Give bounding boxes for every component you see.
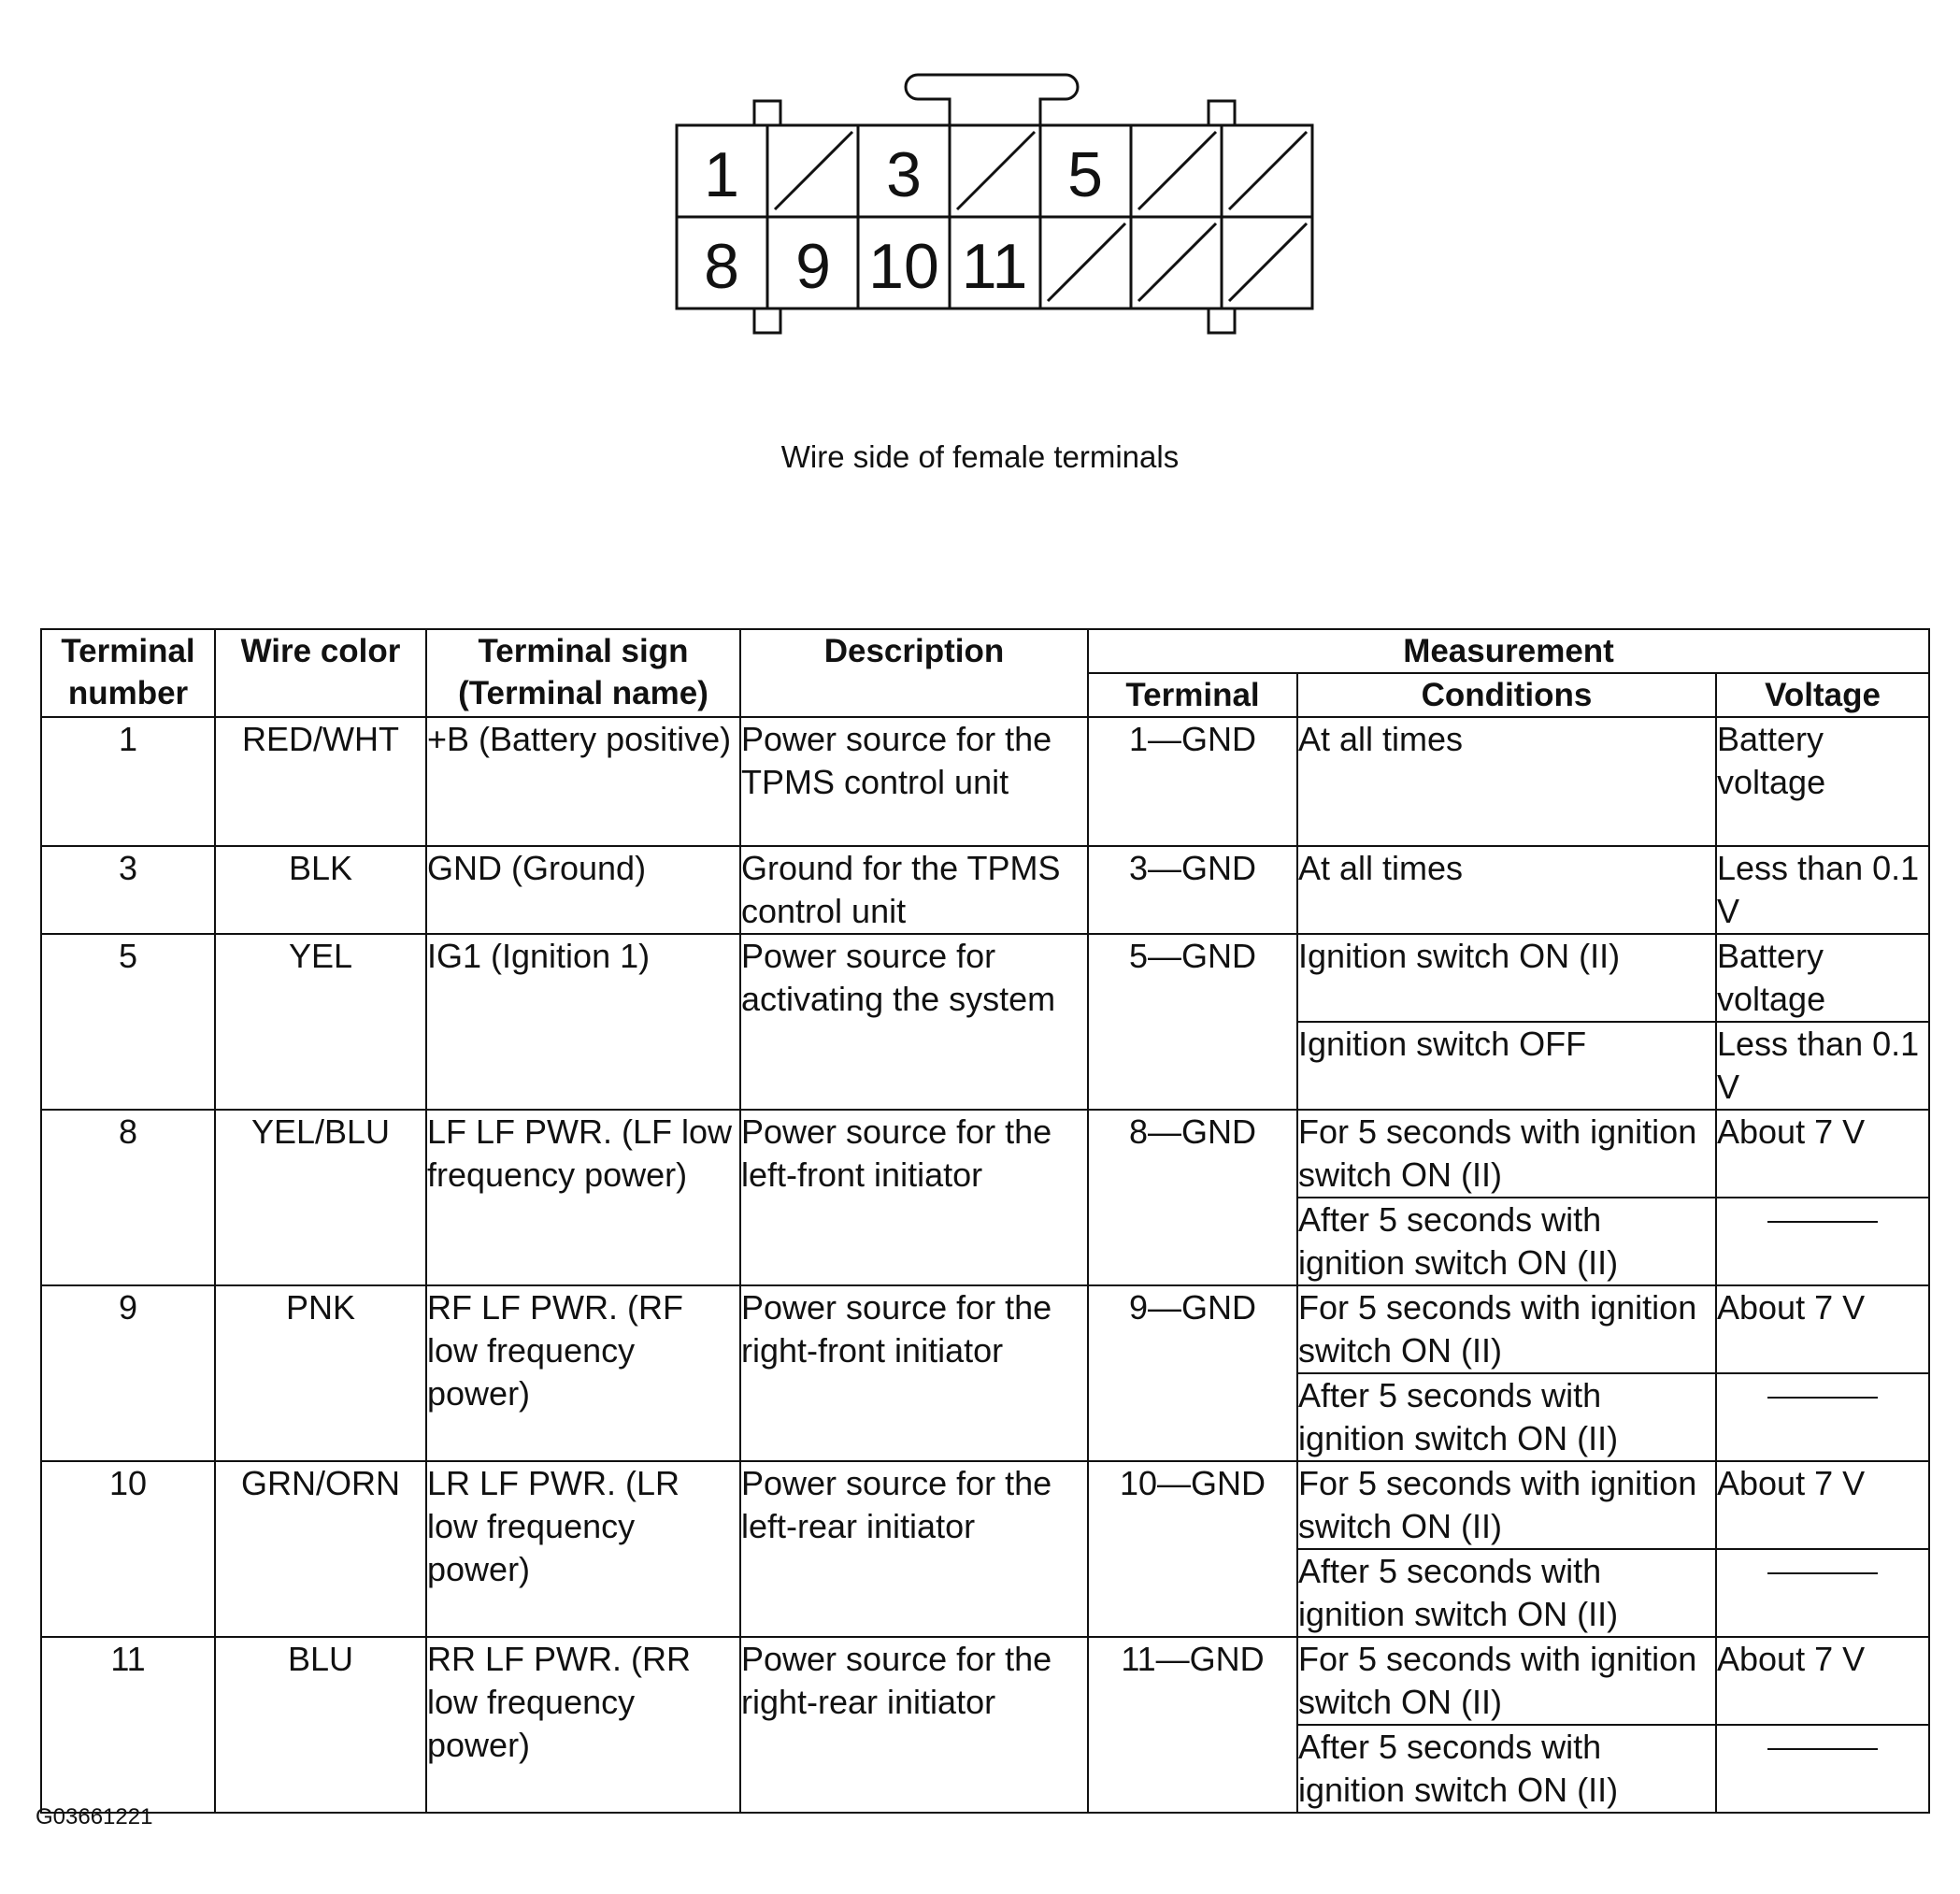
wire-color-cell: GRN/ORN: [215, 1461, 426, 1637]
terminal-sign-cell: LF LF PWR. (LF low frequency power): [426, 1110, 740, 1285]
condition-cell: At all times: [1297, 846, 1716, 934]
voltage-cell-none: [1716, 1373, 1929, 1461]
terminal-number-cell: 11: [41, 1637, 215, 1813]
condition-cell: Ignition switch ON (II): [1297, 934, 1716, 1022]
terminal-sign-cell: LR LF PWR. (LR low frequency power): [426, 1461, 740, 1637]
terminal-number-cell: 5: [41, 934, 215, 1110]
table-row: [41, 934, 1929, 1022]
table-header-row: [41, 629, 1929, 673]
terminal-number-cell: 9: [41, 1285, 215, 1461]
description-cell: Ground for the TPMS control unit: [740, 846, 1088, 934]
measure-terminal-cell: 11—GND: [1088, 1637, 1297, 1813]
terminal-number-cell: 3: [41, 846, 215, 934]
table-row: [41, 1285, 1929, 1373]
terminal-number-cell: 8: [41, 1110, 215, 1285]
table-row: [41, 1110, 1929, 1198]
figure-code: G03661221: [36, 1804, 153, 1829]
voltage-cell: About 7 V: [1716, 1110, 1929, 1198]
header-conditions: Conditions: [1297, 673, 1716, 717]
condition-cell: For 5 seconds with ignition switch ON (II): [1297, 1110, 1716, 1198]
voltage-cell: About 7 V: [1716, 1285, 1929, 1373]
condition-cell: Ignition switch OFF: [1297, 1022, 1716, 1110]
condition-cell: For 5 seconds with ignition switch ON (II): [1297, 1285, 1716, 1373]
condition-cell: At all times: [1297, 717, 1716, 846]
terminal-table: [40, 628, 1930, 1814]
condition-cell: After 5 seconds with ignition switch ON (II): [1297, 1725, 1716, 1813]
pin-10-label: 10: [868, 231, 939, 302]
wire-color-cell: YEL: [215, 934, 426, 1110]
no-value-dash: [1767, 1572, 1878, 1574]
description-cell: Power source for the left-front initiator: [740, 1110, 1088, 1285]
condition-cell: After 5 seconds with ignition switch ON (II): [1297, 1549, 1716, 1637]
description-cell: Power source for activating the system: [740, 934, 1088, 1110]
description-cell: Power source for the TPMS control unit: [740, 717, 1088, 846]
voltage-cell: Battery voltage: [1716, 717, 1929, 846]
table-row: [41, 1461, 1929, 1549]
header-terminal-sign: Terminal sign (Terminal name): [426, 629, 740, 717]
condition-cell: After 5 seconds with ignition switch ON (II): [1297, 1373, 1716, 1461]
pin-9-label: 9: [795, 231, 831, 302]
wire-color-cell: YEL/BLU: [215, 1110, 426, 1285]
voltage-cell: About 7 V: [1716, 1461, 1929, 1549]
pin-5-label: 5: [1067, 139, 1103, 210]
voltage-cell-none: [1716, 1198, 1929, 1285]
description-cell: Power source for the right-rear initiator: [740, 1637, 1088, 1813]
terminal-sign-cell: IG1 (Ignition 1): [426, 934, 740, 1110]
condition-cell: For 5 seconds with ignition switch ON (II): [1297, 1461, 1716, 1549]
pin-8-label: 8: [704, 231, 739, 302]
header-terminal: Terminal: [1088, 673, 1297, 717]
no-value-dash: [1767, 1397, 1878, 1399]
terminal-sign-cell: GND (Ground): [426, 846, 740, 934]
header-description: Description: [740, 629, 1088, 717]
no-value-dash: [1767, 1221, 1878, 1223]
header-terminal-number: Terminal number: [41, 629, 215, 717]
condition-cell: After 5 seconds with ignition switch ON (II): [1297, 1198, 1716, 1285]
measure-terminal-cell: 3—GND: [1088, 846, 1297, 934]
terminal-number-cell: 1: [41, 717, 215, 846]
terminal-sign-cell: RF LF PWR. (RF low frequency power): [426, 1285, 740, 1461]
no-value-dash: [1767, 1748, 1878, 1750]
description-cell: Power source for the right-front initiator: [740, 1285, 1088, 1461]
measure-terminal-cell: 9—GND: [1088, 1285, 1297, 1461]
wire-color-cell: RED/WHT: [215, 717, 426, 846]
wire-color-cell: BLK: [215, 846, 426, 934]
voltage-cell: Less than 0.1 V: [1716, 846, 1929, 934]
diagram-caption: Wire side of female terminals: [780, 439, 1180, 474]
table-row: [41, 1637, 1929, 1725]
pin-11-label: 11: [961, 231, 1028, 302]
terminal-number-cell: 10: [41, 1461, 215, 1637]
voltage-cell: Battery voltage: [1716, 934, 1929, 1022]
table-row: [41, 846, 1929, 934]
header-measurement: Measurement: [1088, 629, 1929, 673]
header-wire-color: Wire color: [215, 629, 426, 717]
table-row: [41, 717, 1929, 846]
condition-cell: For 5 seconds with ignition switch ON (II): [1297, 1637, 1716, 1725]
measure-terminal-cell: 1—GND: [1088, 717, 1297, 846]
pin-3-label: 3: [886, 139, 922, 210]
header-voltage: Voltage: [1716, 673, 1929, 717]
measure-terminal-cell: 5—GND: [1088, 934, 1297, 1110]
terminal-sign-cell: RR LF PWR. (RR low frequency power): [426, 1637, 740, 1813]
wire-color-cell: PNK: [215, 1285, 426, 1461]
measure-terminal-cell: 10—GND: [1088, 1461, 1297, 1637]
wire-color-cell: BLU: [215, 1637, 426, 1813]
pin-1-label: 1: [704, 139, 739, 210]
voltage-cell-none: [1716, 1725, 1929, 1813]
voltage-cell: Less than 0.1 V: [1716, 1022, 1929, 1110]
terminal-sign-cell: +B (Battery positive): [426, 717, 740, 846]
voltage-cell-none: [1716, 1549, 1929, 1637]
measure-terminal-cell: 8—GND: [1088, 1110, 1297, 1285]
connector-diagram: [654, 65, 1327, 346]
voltage-cell: About 7 V: [1716, 1637, 1929, 1725]
description-cell: Power source for the left-rear initiator: [740, 1461, 1088, 1637]
